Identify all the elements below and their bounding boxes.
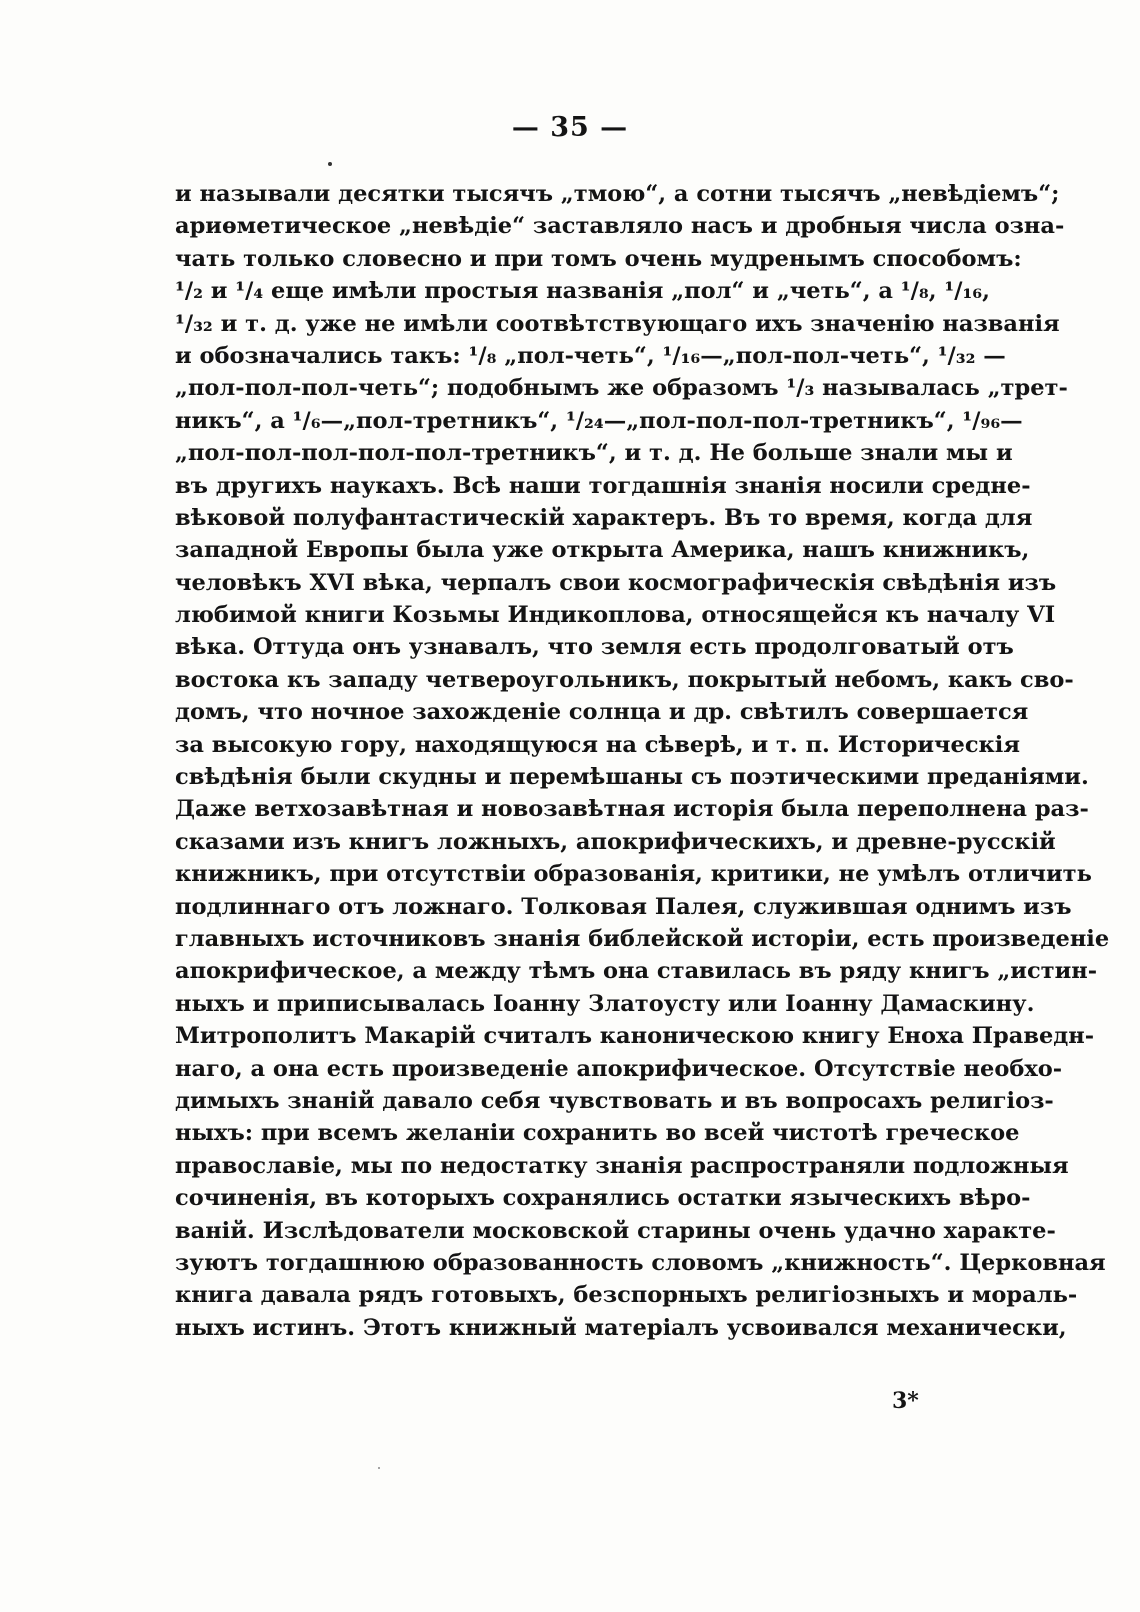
text-line: главныхъ источниковъ знанія библейской исторіи, есть произведеніе [175,925,1110,952]
text-line: „пол-пол-пол-пол-пол-третникъ“, и т. д. Не больше знали мы и [175,440,1013,467]
page-number: — 35 — [511,112,629,143]
text-line: подлиннаго отъ ложнаго. Толковая Палея, служившая однимъ изъ [175,893,1072,920]
text-line: сочиненія, въ которыхъ сохранялись остатки языческихъ вѣро- [175,1185,1031,1212]
text-line: наго, а она есть произведеніе апокрифическое. Отсутствіе необхо- [175,1055,1063,1082]
text-line: Даже ветхозавѣтная и новозавѣтная исторія была переполнена раз- [175,796,1089,823]
signature-mark: 3* [892,1388,919,1414]
text-line: и называли десятки тысячъ „тмою“, а сотни тысячъ „невѣдіемъ“; [175,181,1060,207]
body-text [175,178,1110,1344]
text-line: ваній. Изслѣдователи московской старины очень удачно характе- [175,1217,1056,1244]
text-line: любимой книги Козьмы Индикоплова, относящейся къ началу VI [175,602,1056,629]
text-line: ныхъ: при всемъ желаніи сохранить во всей чистотѣ греческое [175,1120,1020,1147]
text-line: свѣдѣнія были скудны и перемѣшаны съ поэтическими преданіями. [175,764,1089,791]
text-line: и обозначались такъ: ¹/₈ „пол-четь“, ¹/₁₆—„пол-пол-четь“, ¹/₃₂ — [175,342,1006,369]
text-line: димыхъ знаній давало себя чувствовать и въ вопросахъ религіоз- [175,1087,1054,1114]
text-line: вѣковой полуфантастическій характеръ. Въ то время, когда для [175,504,1033,531]
text-line: Митрополитъ Макарій считалъ каноническою книгу Еноха Праведн- [175,1023,1095,1050]
text-line: человѣкъ XVI вѣка, черпалъ свои космографическія свѣдѣнія изъ [175,569,1057,596]
text-line: ¹/₂ и ¹/₄ еще имѣли простыя названія „пол“ и „четь“, а ¹/₈, ¹/₁₆, [175,278,990,305]
text-line: западной Европы была уже открыта Америка, нашъ книжникъ, [175,537,1030,564]
text-line: православіе, мы по недостатку знанія распространяли подложныя [175,1152,1069,1179]
text-line: ныхъ и приписывалась Іоанну Златоусту или Іоанну Дамаскину. [175,990,1035,1017]
text-line: апокрифическое, а между тѣмъ она ставилась въ ряду книгъ „истин- [175,958,1098,985]
text-line: востока къ западу четвероугольникъ, покрытый небомъ, какъ сво- [175,666,1074,693]
text-line: ариѳметическое „невѣдіе“ заставляло насъ и дробныя числа озна- [175,213,1065,240]
print-speck [378,1467,380,1469]
text-line: домъ, что ночное захожденіе солнца и др. свѣтилъ совершается [175,699,1029,726]
text-line: ¹/₃₂ и т. д. уже не имѣли соотвѣтствующаго ихъ значенію названія [175,310,1060,337]
text-line: зуютъ тогдашнюю образованность словомъ „книжность“. Церковная [175,1249,1106,1276]
text-line: книга давала рядъ готовыхъ, безспорныхъ религіозныхъ и мораль- [175,1282,1078,1309]
text-line: чать только словесно и при томъ очень мудренымъ способомъ: [175,245,1022,272]
text-line: сказами изъ книгъ ложныхъ, апокрифическихъ, и древне-русскій [175,828,1056,855]
text-line: „пол-пол-пол-четь“; подобнымъ же образомъ ¹/₃ называлась „трет- [175,375,1068,402]
text-line: книжникъ, при отсутствіи образованія, критики, не умѣлъ отличить [175,861,1092,888]
text-line: ныхъ истинъ. Этотъ книжный матеріалъ усвоивался механически, [175,1314,1067,1341]
text-line: въ другихъ наукахъ. Всѣ наши тогдашнія знанія носили средне- [175,472,1031,499]
text-line: вѣка. Оттуда онъ узнавалъ, что земля есть продолговатый отъ [175,634,1014,661]
text-line: за высокую гору, находящуюся на сѣверѣ, и т. п. Историческія [175,731,1020,758]
print-speck [328,162,332,166]
text-line: никъ“, а ¹/₆—„пол-третникъ“, ¹/₂₄—„пол-пол-пол-третникъ“, ¹/₉₆— [175,407,1023,434]
